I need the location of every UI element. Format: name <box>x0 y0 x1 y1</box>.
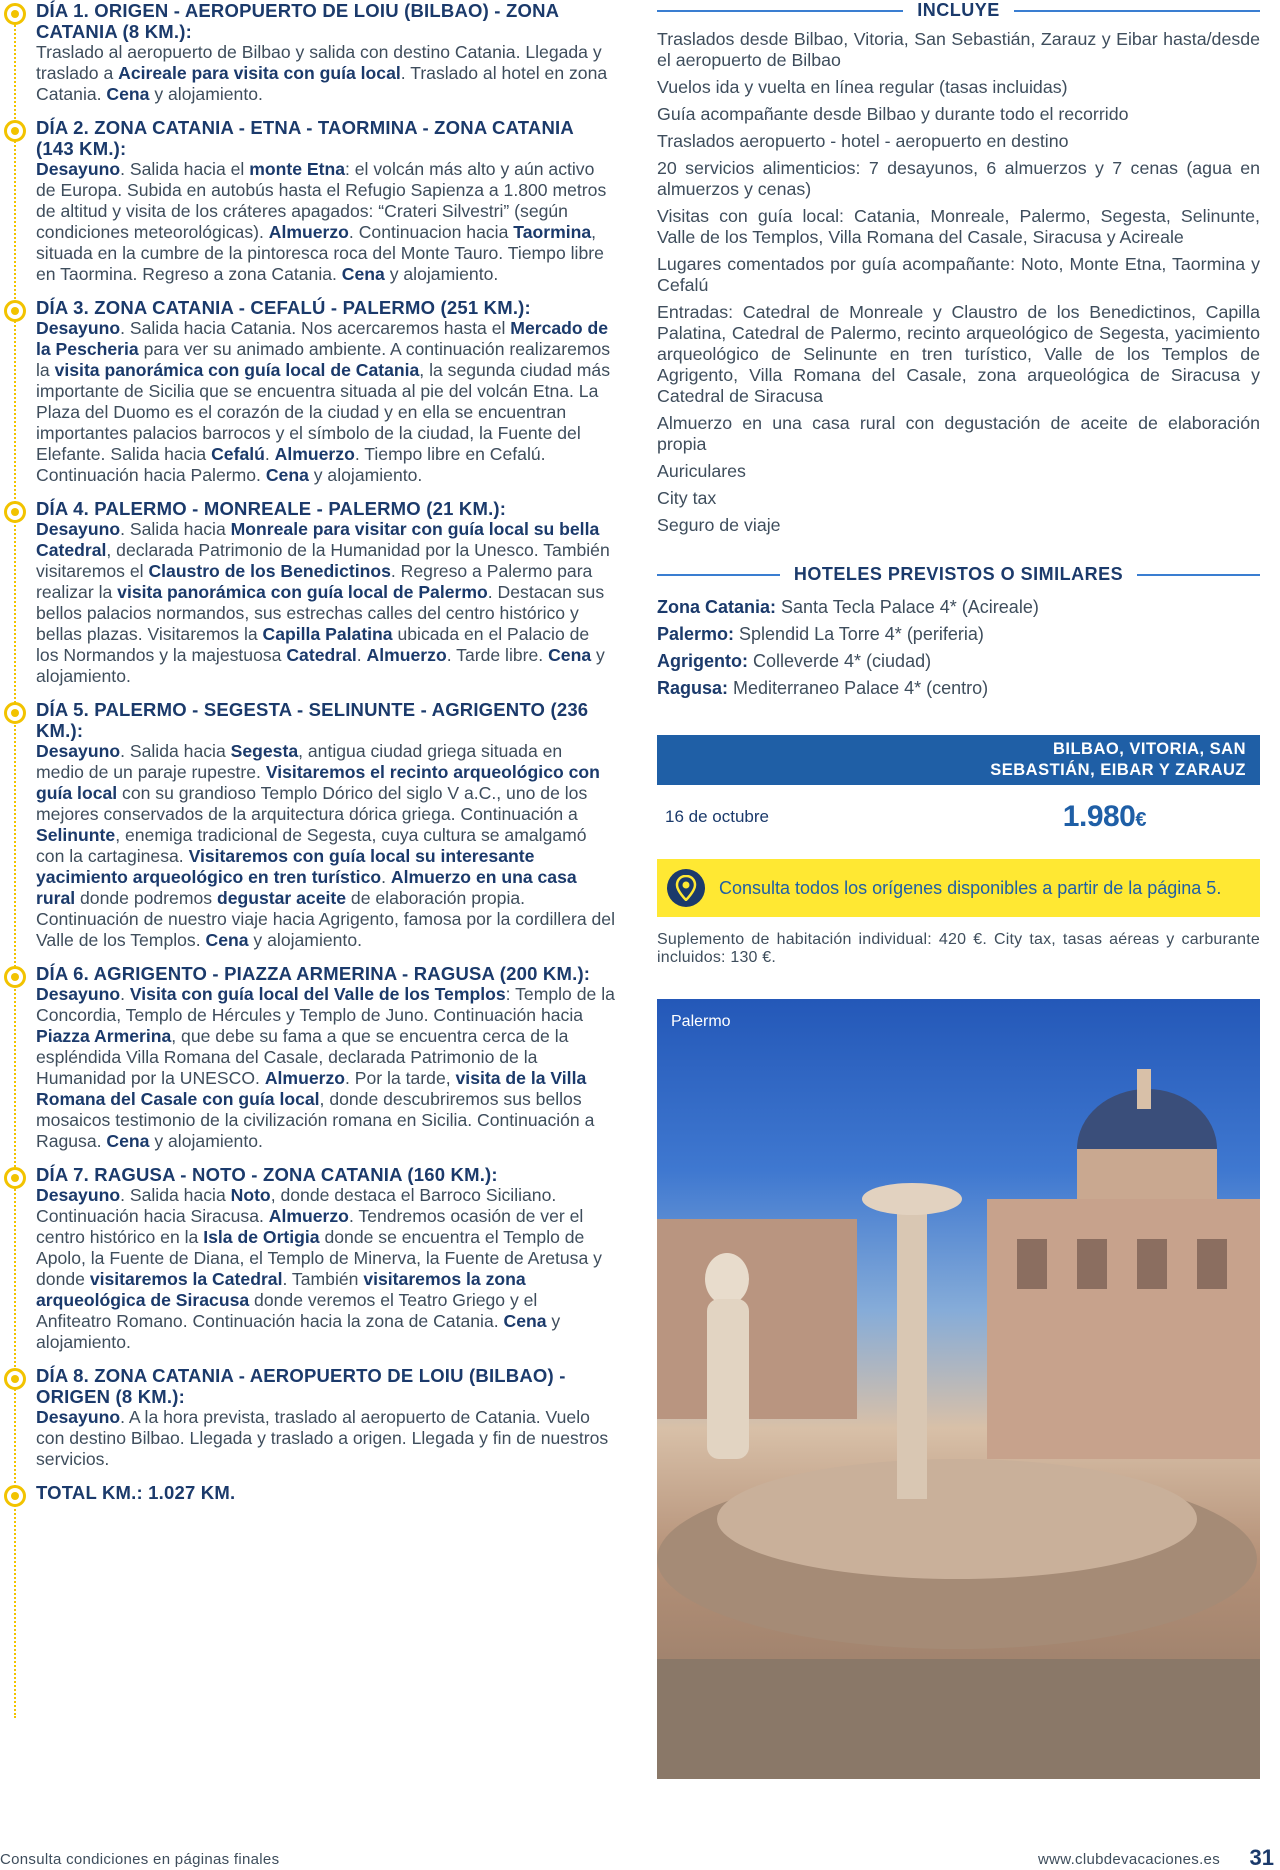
supplement-note: Suplemento de habitación individual: 420 €. City tax, tasas aéreas y carburante incluidos: 130 €. <box>657 931 1260 966</box>
timeline-marker-icon <box>4 300 26 322</box>
body-text: . <box>356 645 367 665</box>
palermo-photo <box>657 999 1260 1779</box>
body-text: . Traslado al hotel en zona Catania. <box>36 63 608 104</box>
departure-date: 16 de octubre <box>665 807 769 826</box>
body-text: . <box>381 867 391 887</box>
body-text: con su grandioso Templo Dórico del siglo V a.C., uno de los mejores conservados de la arquitectura dórica griega. Continuación a <box>36 783 588 824</box>
body-text: Traslado al aeropuerto de Bilbao y salida con destino Catania. Llegada y traslado a <box>36 42 602 83</box>
hotel-row <box>657 597 1260 618</box>
body-text: . Continuacion hacia <box>348 222 514 242</box>
body-text: : el volcán más alto y aún activo de Europa. Subida en autobús hasta el Refugio Sapienza a 1.800 metros de altitud y visita de los cráteres apagados: “Crateri Silvestri” (según condiciones meteorológicas). <box>36 159 607 242</box>
hotels-heading-text: HOTELES PREVISTOS O SIMILARES <box>793 564 1124 584</box>
highlight-text: Monreale para visitar con guía local su bella Catedral <box>36 519 600 560</box>
day-title: DÍA 4. PALERMO - MONREALE - PALERMO (21 KM.): <box>36 498 507 519</box>
day-description <box>36 159 615 285</box>
body-text: donde se encuentra el Templo de Apolo, la Fuente de Diana, el Templo de Minerva, la Fuente de Aretusa y donde <box>36 1227 602 1289</box>
body-text: , declarada Patrimonio de la Humanidad por la Unesco. También visitaremos el <box>36 540 610 581</box>
highlight-text: Visita con guía local del Valle de los Templos <box>129 984 506 1004</box>
highlight-text: Cena <box>106 84 150 104</box>
body-text: . Salida hacia <box>120 741 231 761</box>
highlight-text: Selinunte <box>36 825 116 845</box>
day-title: DÍA 2. ZONA CATANIA - ETNA - TAORMINA - ZONA CATANIA (143 KM.): <box>36 117 574 159</box>
body-text: : Templo de la Concordia, Templo de Hércules y Templo de Juno. Continuación hacia <box>36 984 615 1025</box>
highlight-text: visita panorámica con guía local de Palermo <box>117 582 488 602</box>
timeline-marker-icon <box>4 702 26 724</box>
body-text: . Destacan sus bellos palacios normandos, sus estrechas calles del centro histórico y bellas plazas. Visitaremos la <box>36 582 605 644</box>
day-title: DÍA 3. ZONA CATANIA - CEFALÚ - PALERMO (251 KM.): <box>36 297 531 318</box>
fountain-illustration <box>657 999 1260 1779</box>
highlight-text: Visitaremos con guía local su interesante yacimiento arqueológico en tren turístico <box>36 846 535 887</box>
body-text: y alojamiento. <box>248 930 362 950</box>
body-text: . <box>120 984 130 1004</box>
highlight-text: Almuerzo en una casa rural <box>36 867 577 908</box>
body-text: donde veremos el Teatro Griego y el Anfiteatro Romano. Continuación hacia la zona de Catania. <box>36 1290 538 1331</box>
includes-heading-text: INCLUYE <box>917 0 1000 20</box>
highlight-text: Desayuno <box>36 519 121 539</box>
body-text: y alojamiento. <box>36 1311 561 1352</box>
price-table <box>657 735 1260 839</box>
highlight-text: Desayuno <box>36 1185 121 1205</box>
body-text: . Salida hacia el <box>120 159 250 179</box>
highlight-text: Catedral <box>286 645 357 665</box>
highlight-text: Cefalú <box>211 444 265 464</box>
hotels-heading <box>657 564 1260 585</box>
includes-item: Traslados aeropuerto - hotel - aeropuerto en destino <box>657 131 1069 151</box>
timeline-marker-icon <box>4 966 26 988</box>
itinerary-day <box>0 1164 615 1353</box>
highlight-text: Taormina <box>513 222 592 242</box>
itinerary-day <box>0 117 615 285</box>
body-text: y alojamiento. <box>308 465 423 485</box>
itinerary-days <box>0 0 615 1470</box>
highlight-text: Almuerzo <box>366 645 447 665</box>
hotel-name: Splendid La Torre 4* (periferia) <box>734 624 984 644</box>
includes-item: City tax <box>657 488 717 508</box>
itinerary-day <box>0 0 615 105</box>
highlight-text: Almuerzo <box>268 222 349 242</box>
body-text: de elaboración propia. Continuación de nuestro viaje hacia Agrigento, famosa por la cordillera del Valle de los Templos. <box>36 888 615 950</box>
day-description <box>36 519 615 687</box>
highlight-text: Cena <box>205 930 249 950</box>
highlight-text: degustar aceite <box>216 888 347 908</box>
includes-item: Guía acompañante desde Bilbao y durante todo el recorrido <box>657 104 1129 124</box>
body-text: . También <box>282 1269 364 1289</box>
info-column <box>657 0 1260 1779</box>
hotel-name: Colleverde 4* (ciudad) <box>747 651 932 671</box>
price-origins-header <box>657 735 1260 785</box>
hotels-list <box>657 597 1260 699</box>
origins-info-box <box>657 859 1260 917</box>
highlight-text: Desayuno <box>36 159 121 179</box>
itinerary-day <box>0 699 615 951</box>
day-title: DÍA 1. ORIGEN - AEROPUERTO DE LOIU (BILBAO) - ZONA CATANIA (8 KM.): <box>36 0 559 42</box>
highlight-text: visita panorámica con guía local de Catania <box>54 360 420 380</box>
day-title: DÍA 8. ZONA CATANIA - AEROPUERTO DE LOIU (BILBAO) - ORIGEN (8 KM.): <box>36 1365 566 1407</box>
body-text: para ver su animado ambiente. A continuación realizaremos la <box>36 339 611 380</box>
highlight-text: Desayuno <box>36 1407 121 1427</box>
body-text: y alojamiento. <box>149 84 263 104</box>
divider <box>657 10 903 12</box>
includes-item: Auriculares <box>657 461 746 481</box>
highlight-text: Cena <box>341 264 385 284</box>
includes-item: Almuerzo en una casa rural con degustación de aceite de elaboración propia <box>657 413 1260 454</box>
body-text: y alojamiento. <box>149 1131 263 1151</box>
body-text: . Por la tarde, <box>345 1068 456 1088</box>
includes-item: Entradas: Catedral de Monreale y Claustro de los Benedictinos, Capilla Palatina, Catedral de Palermo, recinto arqueológico de Segesta, yacimiento arqueológico de Selinunte en tren turístico, Valle de los Templos de Agrigento, Villa Romana del Casale, zona arqueológica de Siracusa y Catedral de Siracusa <box>657 302 1260 406</box>
origins-info-text: Consulta todos los orígenes disponibles a partir de la página 5. <box>719 877 1222 898</box>
total-km: TOTAL KM.: 1.027 KM. <box>36 1482 236 1503</box>
includes-item: 20 servicios alimenticios: 7 desayunos, 6 almuerzos y 7 cenas (agua en almuerzos y cenas) <box>657 158 1260 199</box>
highlight-text: Piazza Armerina <box>36 1026 172 1046</box>
price-origins-line1: BILBAO, VITORIA, SAN <box>1052 740 1246 758</box>
timeline-marker-icon <box>4 1167 26 1189</box>
footer-conditions: Consulta condiciones en páginas finales <box>0 1851 280 1868</box>
body-text: , antigua ciudad griega situada en medio de un paraje rupestre. <box>36 741 563 782</box>
highlight-text: Cena <box>548 645 592 665</box>
total-km-row <box>0 1482 615 1503</box>
body-text: , donde destaca el Barroco Siciliano. Continuación hacia Siracusa. <box>36 1185 557 1226</box>
itinerary-column <box>0 0 615 1760</box>
highlight-text: Desayuno <box>36 318 121 338</box>
highlight-text: Acireale para visita con guía local <box>118 63 401 83</box>
highlight-text: Segesta <box>230 741 299 761</box>
highlight-text: Cena <box>265 465 309 485</box>
price-row <box>657 785 1260 839</box>
day-description <box>36 42 615 105</box>
hotel-city: Palermo: <box>657 624 735 644</box>
body-text: , que debe su fama a que se encuentra cerca de la espléndida Villa Romana del Casale, declarada Patrimonio de la Humanidad por la UNESCO. <box>36 1026 569 1088</box>
body-text: , enemiga tradicional de Segesta, cuya cultura se amalgamó con la cartaginesa. <box>36 825 587 866</box>
hotel-name: Santa Tecla Palace 4* (Acireale) <box>776 597 1039 617</box>
includes-list <box>657 29 1260 536</box>
includes-item: Vuelos ida y vuelta en línea regular (tasas incluidas) <box>657 77 1068 97</box>
highlight-text: Desayuno <box>36 741 121 761</box>
day-description <box>36 984 615 1152</box>
timeline-marker-icon <box>4 120 26 142</box>
highlight-text: visitaremos la zona arqueológica de Siracusa <box>36 1269 526 1310</box>
highlight-text: monte Etna <box>249 159 345 179</box>
highlight-text: Desayuno <box>36 984 121 1004</box>
day-description <box>36 1185 615 1353</box>
includes-item: Traslados desde Bilbao, Vitoria, San Sebastián, Zarauz y Eibar hasta/desde el aeropuerto de Bilbao <box>657 29 1260 70</box>
footer-website-link[interactable]: www.clubdevacaciones.es <box>1038 1851 1220 1868</box>
timeline-marker-icon <box>4 501 26 523</box>
body-text: . Salida hacia <box>120 1185 231 1205</box>
timeline-marker-icon <box>4 3 26 25</box>
timeline-marker-icon <box>4 1368 26 1390</box>
includes-item: Seguro de viaje <box>657 515 781 535</box>
price-value: 1.980 <box>1062 800 1136 833</box>
highlight-text: Almuerzo <box>268 1206 349 1226</box>
day-description <box>36 318 615 486</box>
divider <box>657 574 780 576</box>
itinerary-day <box>0 498 615 687</box>
highlight-text: Noto <box>230 1185 271 1205</box>
highlight-text: visitaremos la Catedral <box>89 1269 283 1289</box>
hotel-row <box>657 678 1260 699</box>
includes-item: Lugares comentados por guía acompañante: Noto, Monte Etna, Taormina y Cefalú <box>657 254 1260 295</box>
price-currency: € <box>1135 809 1146 831</box>
includes-item: Visitas con guía local: Catania, Monreale, Palermo, Segesta, Selinunte, Valle de los Templos, Villa Romana del Casale, Siracusa y Acireale <box>657 206 1260 247</box>
body-text: . Tarde libre. <box>446 645 549 665</box>
location-pin-icon <box>667 869 705 907</box>
photo-caption: Palermo <box>671 1013 731 1030</box>
itinerary-day <box>0 1365 615 1470</box>
highlight-text: Almuerzo <box>274 444 355 464</box>
divider <box>1137 574 1260 576</box>
itinerary-day <box>0 297 615 486</box>
hotel-row <box>657 651 1260 672</box>
highlight-text: Isla de Ortigia <box>203 1227 320 1247</box>
body-text: ubicada en el Palacio de los Normandos y la majestuosa <box>36 624 590 665</box>
hotel-city: Zona Catania: <box>657 597 777 617</box>
body-text: . <box>264 444 275 464</box>
includes-heading <box>657 0 1260 21</box>
day-title: DÍA 6. AGRIGENTO - PIAZZA ARMERINA - RAGUSA (200 KM.): <box>36 963 591 984</box>
highlight-text: Visitaremos el recinto arqueológico con guía local <box>36 762 600 803</box>
timeline-marker-icon <box>4 1485 26 1507</box>
highlight-text: Almuerzo <box>264 1068 345 1088</box>
highlight-text: Mercado de la Pescheria <box>36 318 609 359</box>
itinerary-day <box>0 963 615 1152</box>
price-amount <box>1063 800 1146 834</box>
highlight-text: Capilla Palatina <box>262 624 393 644</box>
body-text: y alojamiento. <box>36 645 605 686</box>
body-text: y alojamiento. <box>384 264 499 284</box>
hotel-name: Mediterraneo Palace 4* (centro) <box>728 678 989 698</box>
body-text: . A la hora prevista, traslado al aeropuerto de Catania. Vuelo con destino Bilbao. Llegada y traslado a origen. Llegada y fin de nuestros servicios. <box>36 1407 609 1469</box>
day-description <box>36 1407 615 1470</box>
body-text: . Tiempo libre en Cefalú. Continuación hacia Palermo. <box>36 444 546 485</box>
day-title: DÍA 7. RAGUSA - NOTO - ZONA CATANIA (160 KM.): <box>36 1164 498 1185</box>
highlight-text: Claustro de los Benedictinos <box>148 561 391 581</box>
highlight-text: Cena <box>106 1131 150 1151</box>
highlight-text: visita de la Villa Romana del Casale con guía local <box>36 1068 587 1109</box>
hotel-city: Agrigento: <box>657 651 748 671</box>
hotel-row <box>657 624 1260 645</box>
body-text: donde podremos <box>75 888 217 908</box>
body-text: . Regreso a Palermo para realizar la <box>36 561 593 602</box>
highlight-text: Cena <box>503 1311 547 1331</box>
hotel-city: Ragusa: <box>657 678 729 698</box>
price-origins-line2: SEBASTIÁN, EIBAR Y ZARAUZ <box>990 761 1246 779</box>
body-text: . Salida hacia Catania. Nos acercaremos hasta el <box>120 318 511 338</box>
body-text: . Salida hacia <box>120 519 231 539</box>
day-description <box>36 741 615 951</box>
body-text: , situada en la cumbre de la pintoresca roca del Monte Tauro. Tiempo libre en Taormina. Regreso a zona Catania. <box>36 222 604 284</box>
page-number: 31 <box>1249 1845 1274 1870</box>
body-text: . Tendremos ocasión de ver el centro histórico en la <box>36 1206 584 1247</box>
day-title: DÍA 5. PALERMO - SEGESTA - SELINUNTE - AGRIGENTO (236 KM.): <box>36 699 589 741</box>
body-text: , donde descubriremos sus bellos mosaicos testimonio de la civilización romana en Sicilia. Continuación a Ragusa. <box>36 1089 595 1151</box>
divider <box>1014 10 1260 12</box>
body-text: , la segunda ciudad más importante de Sicilia que se encuentra situada al pie del volcán Etna. La Plaza del Duomo es el corazón de la ciudad y en ella se encuentran importantes palacios barrocos y el símbolo de la ciudad, la Fuente del Elefante. Salida hacia <box>36 360 611 464</box>
